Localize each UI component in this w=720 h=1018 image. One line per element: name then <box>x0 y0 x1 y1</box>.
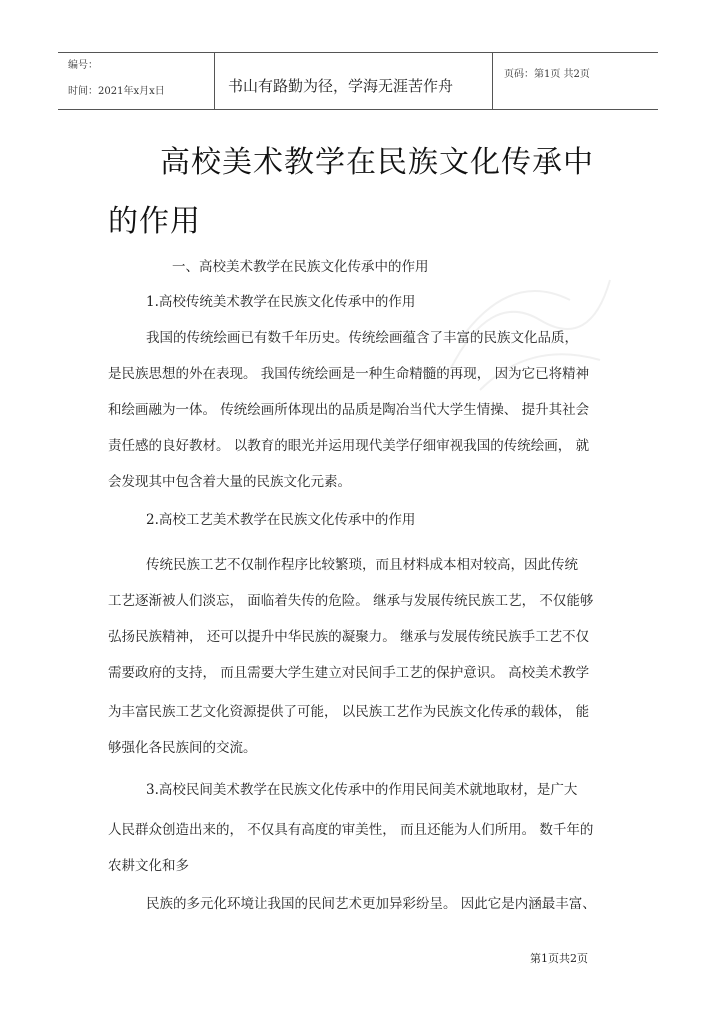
paragraph-line: 和绘画融为一体。 传统绘画所体现出的品质是陶冶当代大学生情操、 提升其社会 <box>108 402 590 418</box>
document-number-label: 编号： <box>68 60 98 71</box>
section-heading: 一、高校美术教学在民族文化传承中的作用 <box>172 259 429 275</box>
paragraph-line: 人民群众创造出来的， 不仅具有高度的审美性， 而且还能为人们所用。 数千年的 <box>108 822 594 838</box>
paragraph-line: 民族的多元化环境让我国的民间艺术更加异彩纷呈。 因此它是内涵最丰富、 <box>146 896 596 912</box>
footer-page-number: 第1页共2页 <box>530 952 588 965</box>
paragraph-line: 弘扬民族精神， 还可以提升中华民族的凝聚力。 继承与发展传统民族手工艺不仅 <box>108 629 590 645</box>
header-page-cell <box>492 53 658 109</box>
paragraph-line: 够强化各民族间的交流。 <box>108 740 257 756</box>
paragraph-line: 工艺逐渐被人们淡忘， 面临着失传的危险。 继承与发展传统民族工艺， 不仅能够 <box>108 593 594 609</box>
subsection-heading: 3.高校民间美术教学在民族文化传承中的作用民间美术就地取材，是广大 <box>146 782 578 798</box>
header-page-label: 页码：第1页 共2页 <box>504 69 590 80</box>
paragraph-line: 需要政府的支持， 而且需要大学生建立对民间手工艺的保护意识。 高校美术教学 <box>108 665 590 681</box>
document-title-line-2: 的作用 <box>108 204 201 239</box>
header-motto: 书山有路勤为径，学海无涯苦作舟 <box>228 77 454 95</box>
document-title-line-1: 高校美术教学在民族文化传承中 <box>160 145 594 180</box>
paragraph-line: 责任感的良好教材。 以教育的眼光并运用现代美学仔细审视我国的传统绘画， 就 <box>108 438 590 454</box>
subsection-heading: 2.高校工艺美术教学在民族文化传承中的作用 <box>146 512 416 528</box>
paragraph-line: 我国的传统绘画已有数千年历史。传统绘画蕴含了丰富的民族文化品质， <box>146 330 578 346</box>
header-info-cell <box>58 53 215 109</box>
paragraph-line: 为丰富民族工艺文化资源提供了可能， 以民族工艺作为民族文化传承的载体， 能 <box>108 704 590 720</box>
subsection-heading: 1.高校传统美术教学在民族文化传承中的作用 <box>146 294 416 310</box>
paragraph-line: 是民族思想的外在表现。 我国传统绘画是一种生命精髓的再现， 因为它已将精神 <box>108 366 590 382</box>
paragraph-line: 农耕文化和多 <box>108 858 189 874</box>
paragraph-line: 传统民族工艺不仅制作程序比较繁琐，而且材料成本相对较高，因此传统 <box>146 557 578 573</box>
header-table <box>58 52 658 110</box>
paragraph-line: 会发现其中包含着大量的民族文化元素。 <box>108 474 351 490</box>
header-motto-cell <box>214 53 493 109</box>
document-time-label: 时间：2021年x月x日 <box>68 86 165 97</box>
